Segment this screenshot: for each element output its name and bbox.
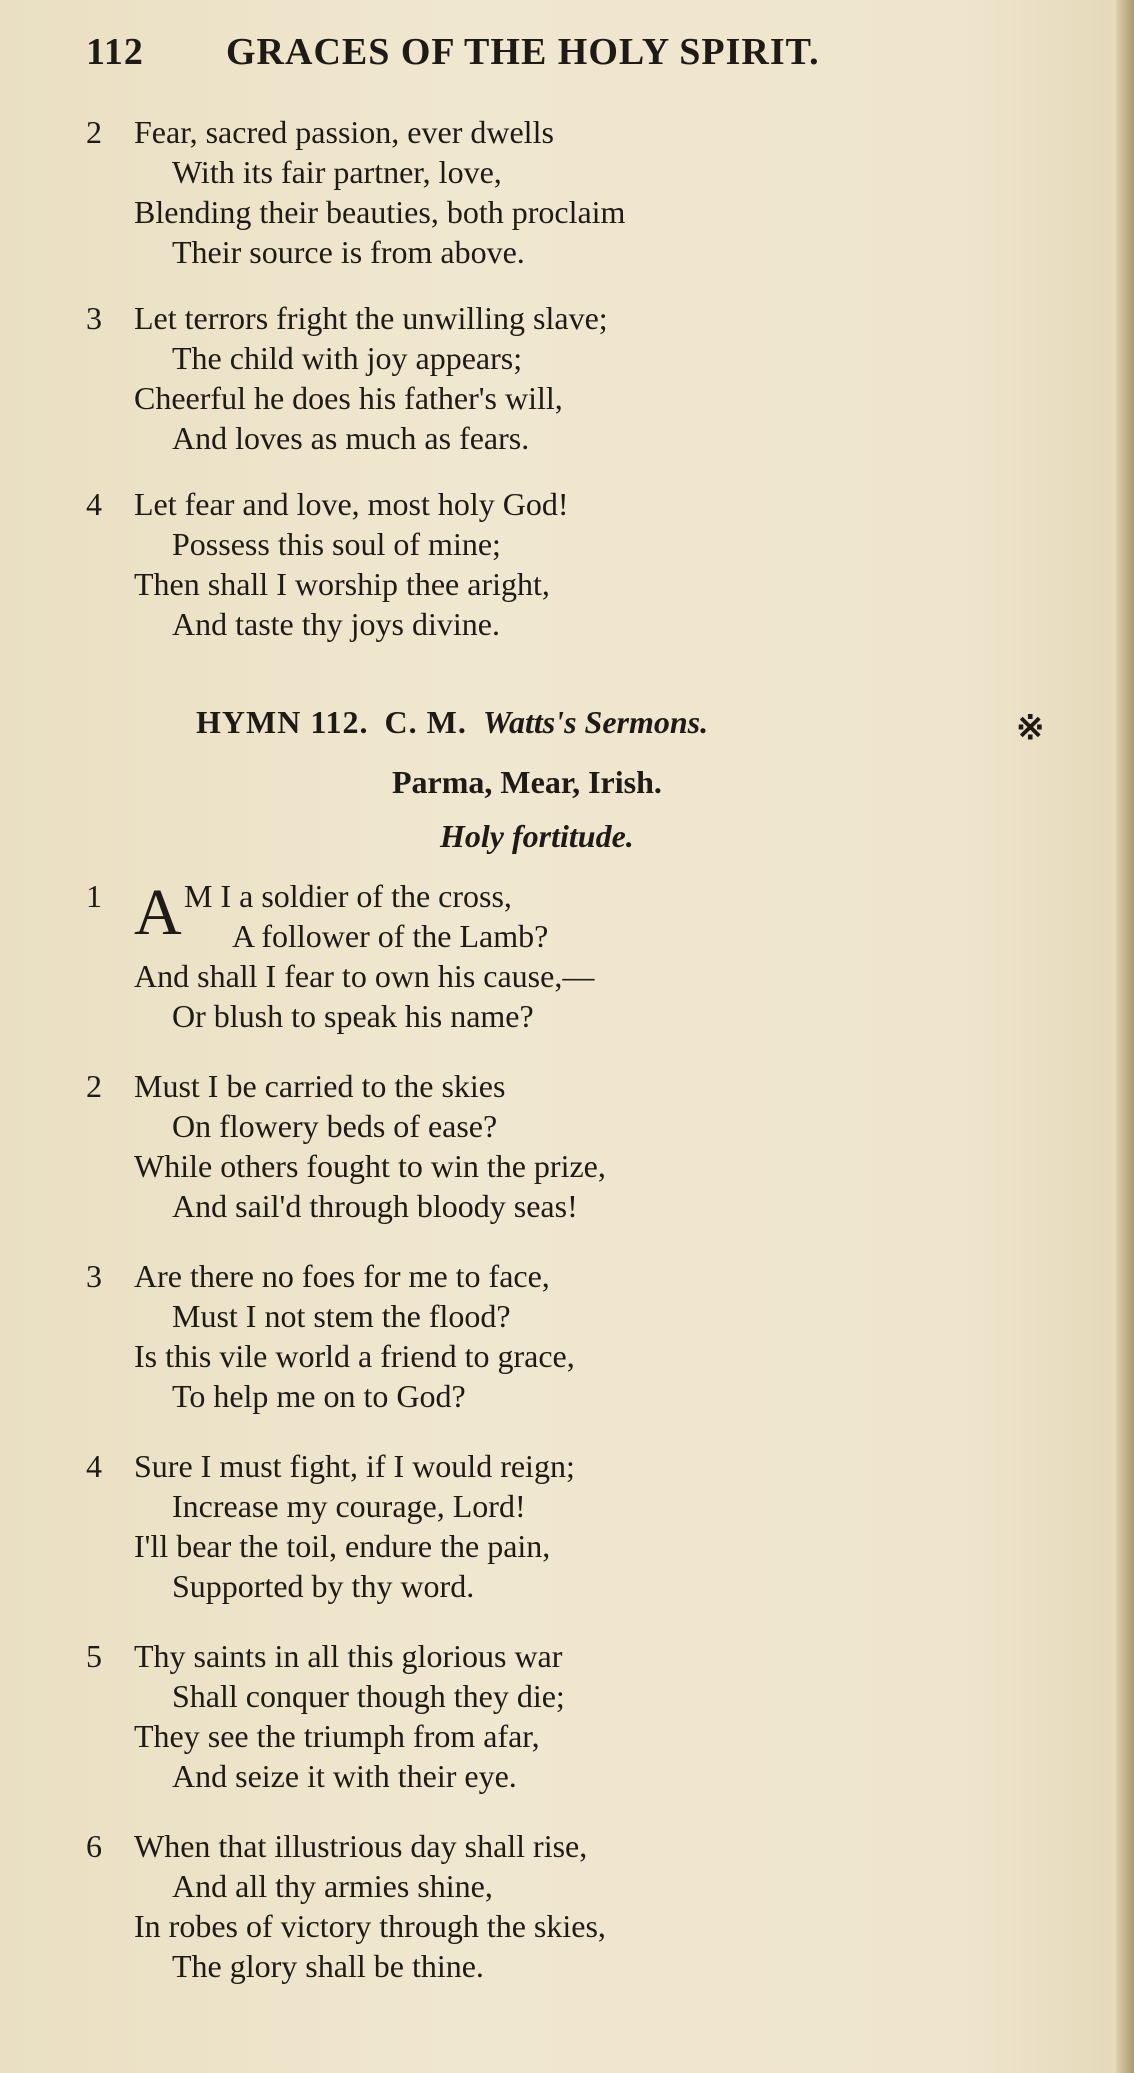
- verse-line: Sure I must fight, if I would reign;: [134, 1448, 575, 1484]
- verse-line: The glory shall be thine.: [172, 1948, 484, 1984]
- verse-line: And shall I fear to own his cause,—: [134, 958, 595, 994]
- verse-line: Are there no foes for me to face,: [134, 1258, 550, 1294]
- verse-line: Must I be carried to the skies: [134, 1068, 506, 1104]
- verse-line: Thy saints in all this glorious war: [134, 1638, 563, 1674]
- verse-line: Is this vile world a friend to grace,: [134, 1338, 575, 1374]
- verse-line: Possess this soul of mine;: [172, 526, 501, 562]
- verse-line: Increase my courage, Lord!: [172, 1488, 526, 1524]
- stanza-4-prev-hymn: [86, 484, 1086, 644]
- verse-line: And all thy armies shine,: [172, 1868, 493, 1904]
- stanza-2: [86, 1066, 1086, 1226]
- stanza-number: 5: [86, 1638, 102, 1674]
- verse-line: The child with joy appears;: [172, 340, 523, 376]
- verse-line: Must I not stem the flood?: [172, 1298, 511, 1334]
- hymn-tunes: Parma, Mear, Irish.: [392, 764, 662, 800]
- stanza-number: 4: [86, 1448, 102, 1484]
- stanza-3: [86, 1256, 1086, 1416]
- verse-line: M I a soldier of the cross,: [184, 878, 512, 914]
- stanza-number: 1: [86, 878, 102, 914]
- verse-line: Their source is from above.: [172, 234, 525, 270]
- stanza-number: 3: [86, 1258, 102, 1294]
- verse-line: Let terrors fright the unwilling slave;: [134, 300, 608, 336]
- running-title: GRACES OF THE HOLY SPIRIT.: [226, 31, 820, 73]
- hymn-number: HYMN 112.: [196, 704, 369, 740]
- stanza-4: [86, 1446, 1086, 1606]
- hymn-source: Watts's Sermons.: [482, 704, 709, 740]
- verse-line: Shall conquer though they die;: [172, 1678, 565, 1714]
- verse-line: When that illustrious day shall rise,: [134, 1828, 588, 1864]
- stanza-5: [86, 1636, 1086, 1796]
- page-header: [86, 30, 1086, 86]
- stanza-1: [86, 876, 1086, 1036]
- verse-line: And loves as much as fears.: [172, 420, 530, 456]
- verse-line: To help me on to God?: [172, 1378, 466, 1414]
- verse-line: Supported by thy word.: [172, 1568, 475, 1604]
- verse-line: Fear, sacred passion, ever dwells: [134, 114, 554, 150]
- verse-line: They see the triumph from afar,: [134, 1718, 540, 1754]
- verse-line: While others fought to win the prize,: [134, 1148, 606, 1184]
- verse-line: With its fair partner, love,: [172, 154, 502, 190]
- verse-line: And sail'd through bloody seas!: [172, 1188, 578, 1224]
- stanza-2-prev-hymn: [86, 112, 1086, 272]
- verse-line: Cheerful he does his father's will,: [134, 380, 563, 416]
- verse-line: Then shall I worship thee aright,: [134, 566, 550, 602]
- stanza-number: 6: [86, 1828, 102, 1864]
- stanza-number: 2: [86, 114, 102, 150]
- hymn-meter: C. M.: [384, 704, 467, 740]
- stanza-number: 3: [86, 300, 102, 336]
- page-number: 112: [86, 31, 144, 73]
- reference-mark-icon: ※: [1016, 710, 1045, 747]
- stanza-number: 2: [86, 1068, 102, 1104]
- verse-line: In robes of victory through the skies,: [134, 1908, 606, 1944]
- book-spine-shadow: [1116, 0, 1134, 2073]
- verse-line: And seize it with their eye.: [172, 1758, 517, 1794]
- verse-line: Blending their beauties, both proclaim: [134, 194, 626, 230]
- stanza-3-prev-hymn: [86, 298, 1086, 458]
- stanza-6: [86, 1826, 1086, 1986]
- verse-line: And taste thy joys divine.: [172, 606, 500, 642]
- hymn-heading: [196, 704, 708, 741]
- verse-line: Or blush to speak his name?: [172, 998, 534, 1034]
- verse-line: I'll bear the toil, endure the pain,: [134, 1528, 551, 1564]
- verse-line: Let fear and love, most holy God!: [134, 486, 569, 522]
- hymn-subject: Holy fortitude.: [440, 818, 634, 854]
- stanza-number: 4: [86, 486, 102, 522]
- drop-cap: A: [134, 876, 182, 949]
- verse-line: On flowery beds of ease?: [172, 1108, 498, 1144]
- verse-line: A follower of the Lamb?: [232, 918, 549, 954]
